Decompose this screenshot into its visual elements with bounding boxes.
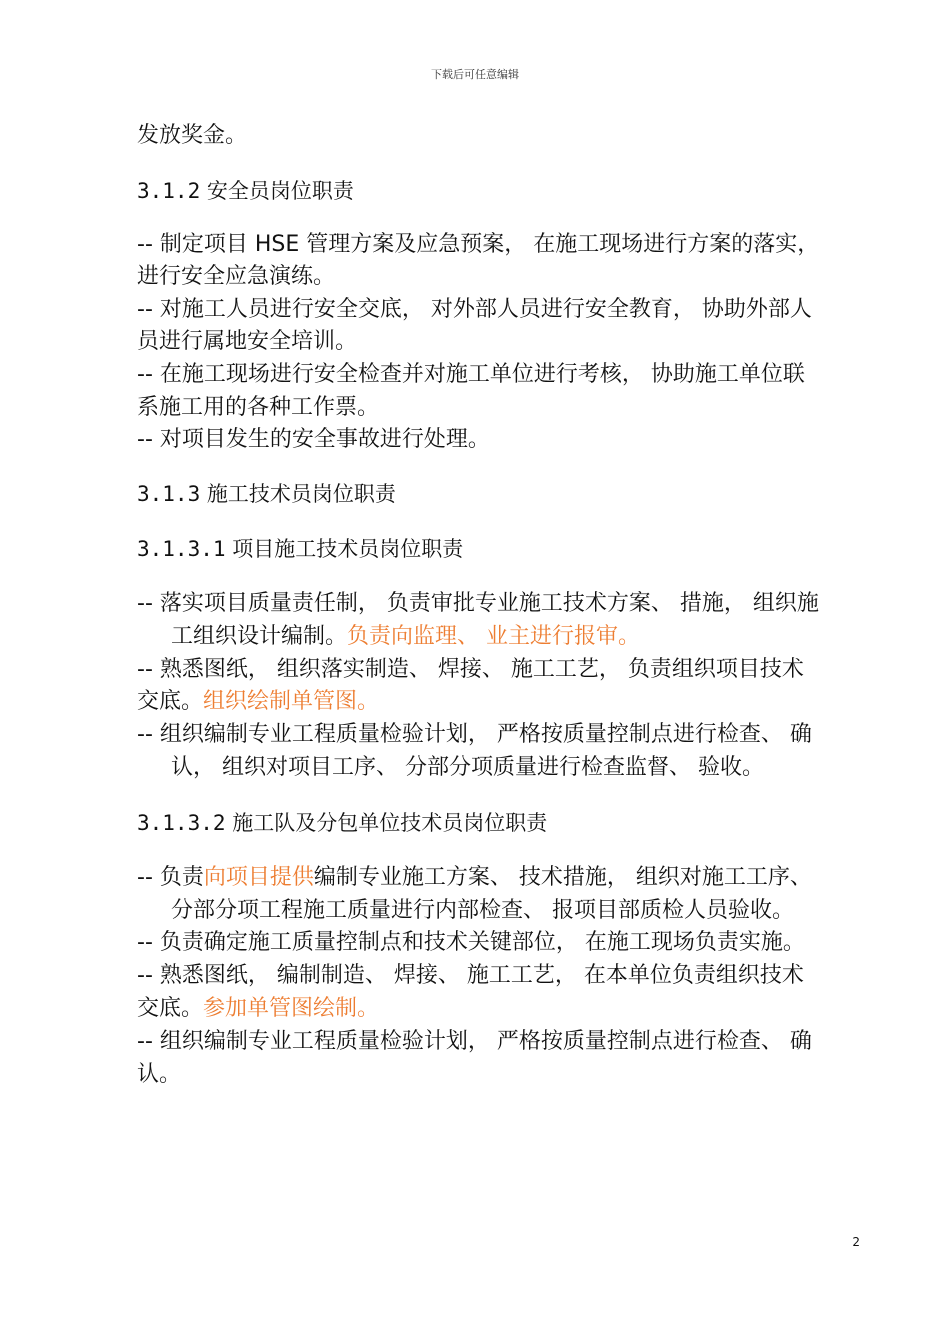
list-item: -- 在施工现场进行安全检查并对施工单位进行考核， 协助施工单位联	[137, 362, 805, 387]
list-item: -- 组织编制专业工程质量检验计划， 严格按质量控制点进行检查、 确	[137, 1029, 812, 1054]
section-number: 3.1.3	[137, 482, 201, 506]
section-title: 安全员岗位职责	[206, 179, 354, 203]
list-item-continuation: 分部分项工程施工质量进行内部检查、 报项目部质检人员验收。	[171, 898, 794, 923]
highlighted-text: 向项目提供	[203, 865, 314, 890]
highlighted-text: 组织绘制单管图。	[203, 689, 380, 714]
list-item-continuation	[171, 621, 640, 653]
list-item-continuation: 员进行属地安全培训。	[137, 329, 358, 354]
section-number: 3.1.3.1	[137, 537, 226, 561]
body-text: 交底。	[137, 689, 204, 714]
list-item-continuation	[137, 993, 379, 1025]
list-item-continuation	[137, 686, 379, 718]
section-heading-3-1-3-1	[137, 533, 463, 565]
paragraph-intro: 发放奖金。	[137, 123, 248, 148]
section-title: 项目施工技术员岗位职责	[232, 537, 464, 561]
section-heading-3-1-2	[137, 175, 354, 207]
list-item-continuation: 系施工用的各种工作票。	[137, 395, 380, 420]
list-item: -- 对施工人员进行安全交底， 对外部人员进行安全教育， 协助外部人	[137, 297, 812, 322]
list-item: -- 组织编制专业工程质量检验计划， 严格按质量控制点进行检查、 确	[137, 722, 812, 747]
page-number: 2	[852, 1235, 860, 1249]
body-text: 工组织设计编制。	[171, 624, 348, 649]
section-number: 3.1.3.2	[137, 811, 226, 835]
body-text: 交底。	[137, 996, 204, 1021]
section-heading-3-1-3-2	[137, 807, 547, 839]
highlighted-text: 负责向监理、 业主进行报审。	[347, 624, 641, 649]
section-title: 施工队及分包单位技术员岗位职责	[232, 811, 548, 835]
body-text: 编制专业施工方案、 技术措施， 组织对施工工序、	[313, 865, 812, 890]
section-number: 3.1.2	[137, 179, 201, 203]
list-item	[137, 862, 812, 894]
list-item: -- 落实项目质量责任制， 负责审批专业施工技术方案、 措施， 组织施	[137, 591, 819, 616]
section-heading-3-1-3	[137, 478, 396, 510]
list-item-continuation: 进行安全应急演练。	[137, 264, 336, 289]
list-item: -- 负责确定施工质量控制点和技术关键部位， 在施工现场负责实施。	[137, 930, 805, 955]
list-item: -- 对项目发生的安全事故进行处理。	[137, 427, 490, 452]
body-text: -- 负责	[137, 865, 204, 890]
list-item: -- 制定项目 HSE 管理方案及应急预案， 在施工现场进行方案的落实，	[137, 232, 820, 257]
section-title: 施工技术员岗位职责	[206, 482, 396, 506]
list-item-continuation: 认。	[137, 1062, 182, 1087]
list-item: -- 熟悉图纸， 组织落实制造、 焊接、 施工工艺， 负责组织项目技术	[137, 657, 804, 682]
highlighted-text: 参加单管图绘制。	[203, 996, 380, 1021]
list-item-continuation: 认， 组织对项目工序、 分部分项质量进行检查监督、 验收。	[171, 755, 764, 780]
list-item: -- 熟悉图纸， 编制制造、 焊接、 施工工艺， 在本单位负责组织技术	[137, 963, 804, 988]
page-header: 下载后可任意编辑	[431, 68, 519, 81]
